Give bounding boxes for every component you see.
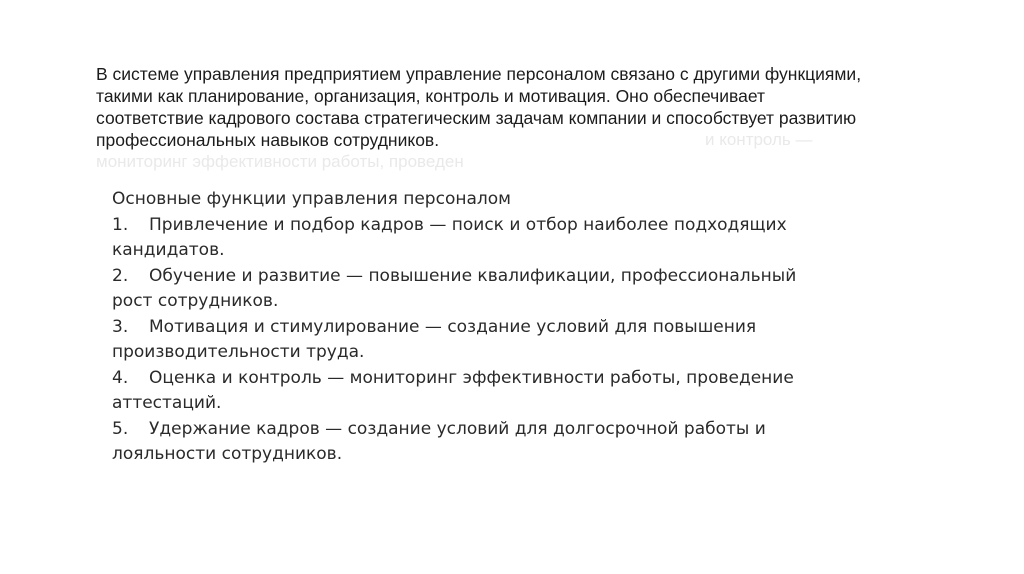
- item-number: 2.: [112, 265, 129, 286]
- intro-paragraph: В системе управления предприятием управление персоналом связано с другими функциями, такими как планирование, организация, контроль и мотивация. Оно обеспечивает соответствие кадрового состава стратегическим задачам компании и способствует развитию профессиональных навыков сотрудников.: [96, 64, 862, 150]
- list-item: [112, 366, 832, 417]
- item-text: Оценка и контроль — мониторинг эффективности работы, проведение аттестаций.: [112, 367, 794, 413]
- functions-heading: Основные функции управления персоналом: [112, 189, 511, 209]
- item-number: 1.: [112, 214, 129, 235]
- ghost-text-fragment: мониторинг эффективности работы, проведен: [96, 152, 464, 171]
- item-text: Привлечение и подбор кадров — поиск и отбор наиболее подходящих кандидатов.: [112, 214, 787, 260]
- list-item: [112, 264, 832, 315]
- item-number: 4.: [112, 367, 129, 388]
- list-item: [112, 213, 832, 264]
- list-item: [112, 315, 832, 366]
- item-number: 3.: [112, 316, 129, 337]
- item-text: Удержание кадров — создание условий для долгосрочной работы и лояльности сотрудников.: [112, 418, 766, 464]
- item-text: Мотивация и стимулирование — создание условий для повышения производительности труда.: [112, 316, 757, 362]
- item-number: 5.: [112, 418, 129, 439]
- ghost-text-fragment: и контроль —: [705, 130, 813, 149]
- list-item: [112, 417, 832, 468]
- item-text: Обучение и развитие — повышение квалификации, профессиональный рост сотрудников.: [112, 265, 797, 311]
- functions-list: [112, 187, 832, 468]
